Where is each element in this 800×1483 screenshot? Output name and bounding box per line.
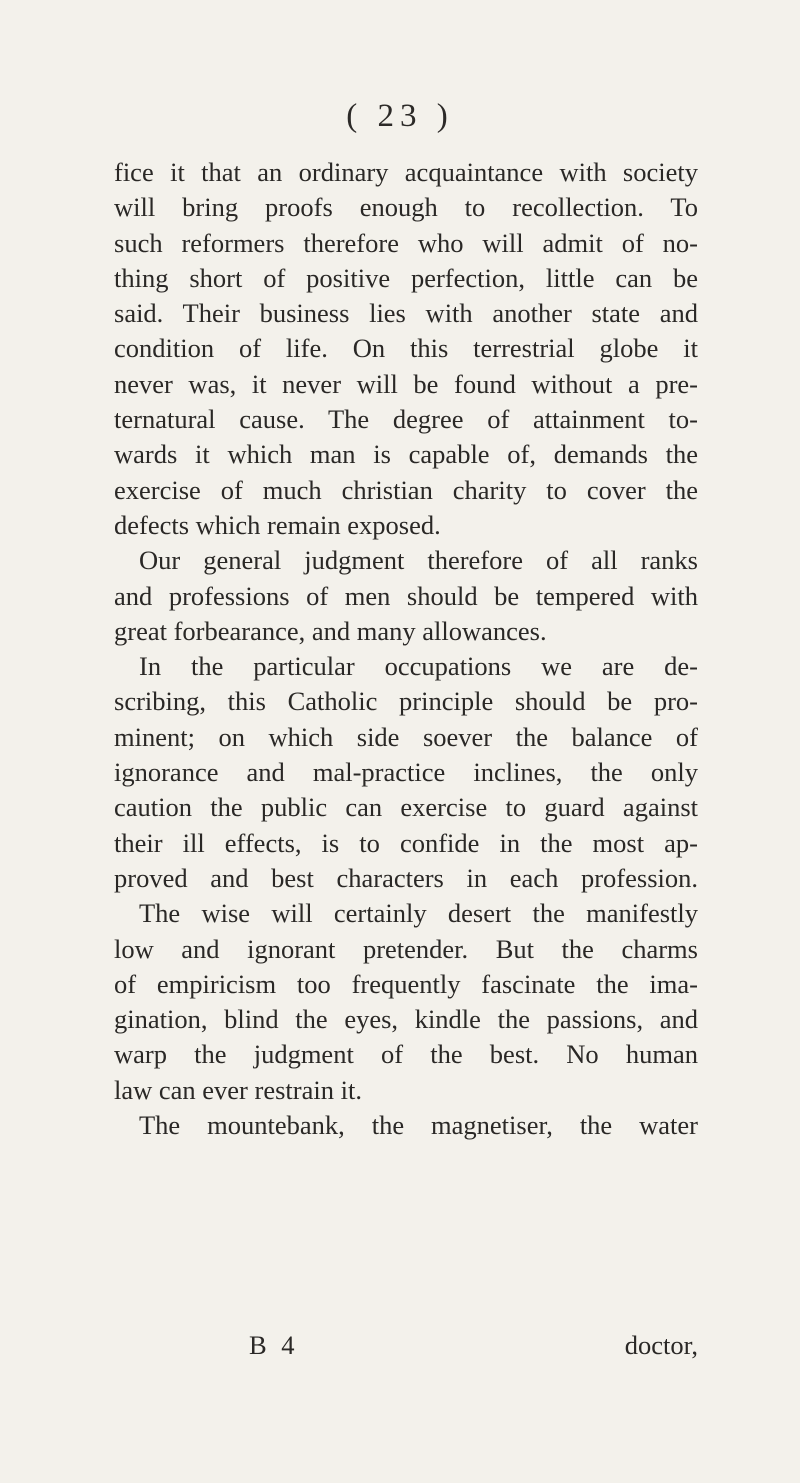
text-line: law can ever restrain it. (114, 1074, 362, 1105)
text-line: gination, blind the eyes, kindle the passions, and (114, 1004, 698, 1035)
text-line: defects which remain exposed. (114, 509, 441, 540)
text-line: The mountebank, the magnetiser, the water (139, 1110, 698, 1141)
text-line: warp the judgment of the best. No human (114, 1039, 698, 1070)
page-footer (114, 1330, 698, 1366)
text-line: proved and best characters in each profession. (114, 862, 698, 893)
text-line: low and ignorant pretender. But the charms (114, 933, 698, 964)
page-number: ( 23 ) (346, 98, 454, 134)
text-line: fice it that an ordinary acquaintance with society (114, 157, 698, 187)
text-line: In the particular occupations we are de- (139, 651, 698, 682)
text-line: and professions of men should be tempered with (114, 580, 698, 611)
text-line: caution the public can exercise to guard against (114, 792, 698, 823)
text-line: thing short of positive perfection, little can be (114, 262, 698, 293)
text-line: minent; on which side soever the balance of (114, 721, 698, 752)
text-line: never was, it never will be found without a pre- (114, 368, 698, 399)
text-line: of empiricism too frequently fascinate the ima- (114, 968, 698, 999)
text-line: ignorance and mal-practice inclines, the only (114, 757, 698, 788)
text-line: great forbearance, and many allowances. (114, 615, 547, 646)
text-line: wards it which man is capable of, demands the (114, 439, 698, 470)
text-line: said. Their business lies with another state and (114, 298, 698, 329)
text-line: their ill effects, is to confide in the most ap- (114, 827, 698, 858)
body-text (114, 155, 698, 1143)
signature-mark: B 4 (249, 1330, 299, 1360)
text-line: Our general judgment therefore of all ranks (139, 545, 698, 576)
text-line: will bring proofs enough to recollection. To (114, 192, 698, 223)
catchword: doctor, (624, 1330, 698, 1360)
text-line: such reformers therefore who will admit of no- (114, 227, 698, 258)
text-line: scribing, this Catholic principle should be pro- (114, 686, 698, 717)
text-line: exercise of much christian charity to cover the (114, 474, 698, 505)
text-line: condition of life. On this terrestrial globe it (114, 333, 698, 364)
text-line: ternatural cause. The degree of attainment to- (114, 404, 698, 435)
text-line: The wise will certainly desert the manifestly (139, 898, 698, 929)
